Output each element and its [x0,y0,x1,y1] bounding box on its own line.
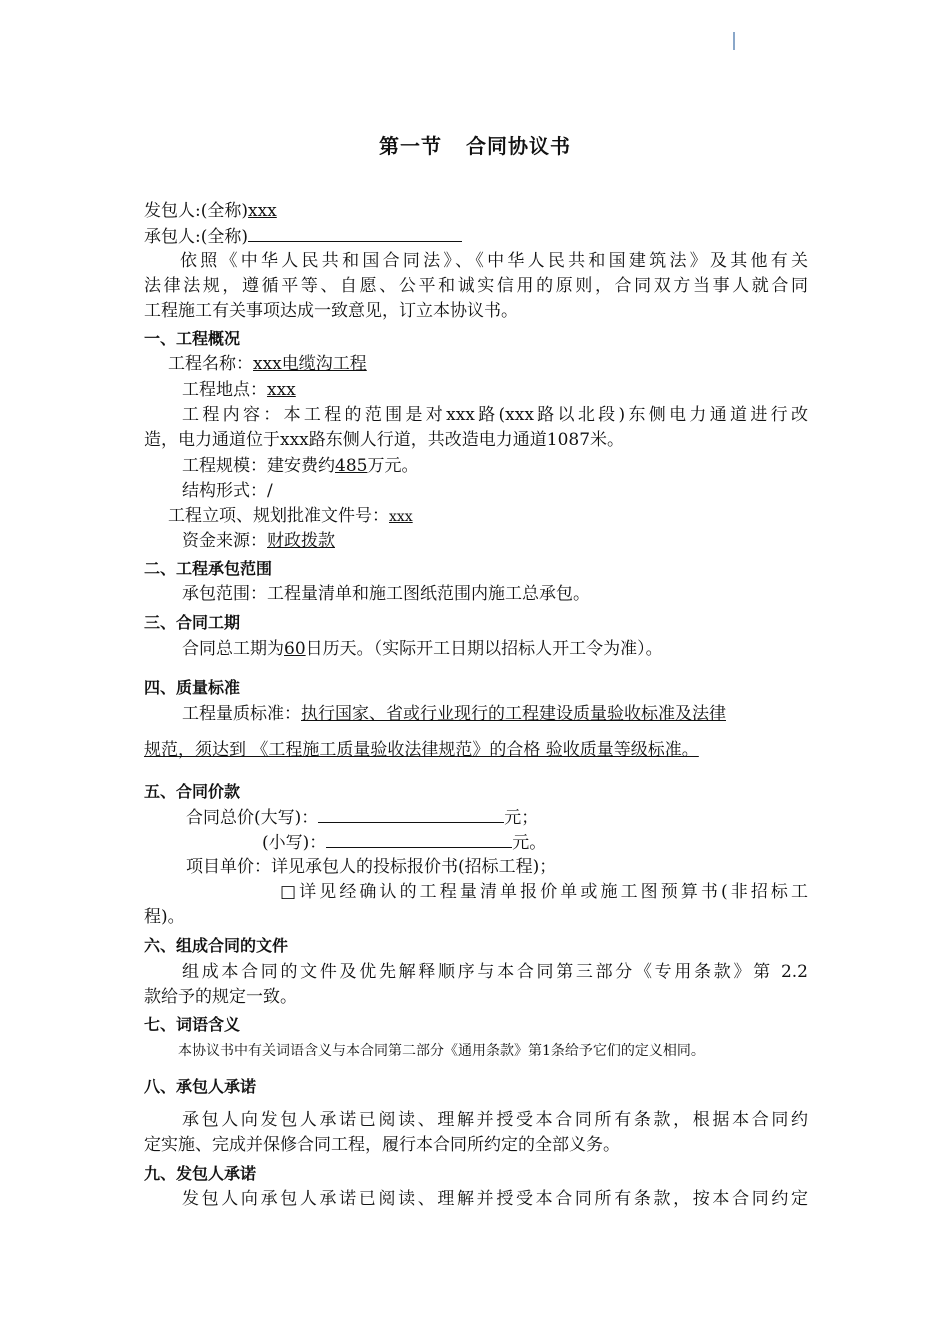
documents-line-2: 款给予的规定一致。 [144,987,297,1007]
contractor-blank [248,224,462,242]
period-text: 合同总工期为60日历天。（实际开工日期以招标人开工令为准）。 [182,639,663,659]
heading-quality: 四、质量标准 [144,678,241,697]
heading-terms: 七、词语含义 [144,1015,241,1034]
heading-employer-promise: 九、发包人承诺 [144,1164,257,1183]
employer-promise-1: 发包人向承包人承诺已阅读、理解并授受本合同所有条款，按本合同约定 [182,1189,808,1209]
intro-line-2: 法律法规，遵循平等、自愿、公平和诚实信用的原则，合同双方当事人就合同 [144,276,808,296]
intro-line-3: 工程施工有关事项达成一致意见，订立本协议书。 [144,301,518,321]
price-total-blank [318,805,504,823]
price-total: 合同总价(大写)： 元； [186,805,850,831]
terms-text: 本协议书中有关词语含义与本合同第二部分《通用条款》第1条给予它们的定义相同。 [178,1043,705,1059]
heading-documents: 六、组成合同的文件 [144,936,289,955]
scope-text: 承包范围：工程量清单和施工图纸范围内施工总承包。 [182,584,590,604]
employer-line: 发包人:(全称)xxx [144,201,277,221]
heading-period: 三、合同工期 [144,613,241,632]
contractor-line: 承包人:(全称) [144,224,808,250]
project-content-1: 工程内容：本工程的范围是对xxx路(xxx路以北段)东侧电力通道进行改 [182,405,808,425]
employer-name: xxx [248,201,277,221]
quality-line-2: 规范，须达到 《工程施工质量验收法律规范》的合格 验收质量等级标准。 [144,740,699,760]
project-structure: 结构形式：/ [182,481,273,501]
project-content-2: 造，电力通道位于xxx路东侧人行道，共改造电力通道1087米。 [144,430,625,450]
contractor-promise-2: 定实施、完成并保修合同工程，履行本合同所约定的全部义务。 [144,1135,620,1155]
price-figures-blank [326,830,512,848]
unit-price-alt-1: □详见经确认的工程量清单报价单或施工图预算书(非招标工 [280,882,808,902]
project-location: 工程地点：xxx [182,380,296,400]
heading-price: 五、合同价款 [144,782,241,801]
unit-price: 项目单价：详见承包人的投标报价书(招标工程)； [186,857,557,877]
heading-contractor-promise: 八、承包人承诺 [144,1077,257,1096]
contractor-promise-1: 承包人向发包人承诺已阅读、理解并授受本合同所有条款，根据本合同约 [182,1110,808,1130]
project-approval: 工程立项、规划批准文件号：xxx [168,506,413,526]
project-funding: 资金来源：财政拨款 [182,531,335,551]
price-figures: (小写)： 元。 [262,830,926,856]
documents-line-1: 组成本合同的文件及优先解释顺序与本合同第三部分《专用条款》第 2.2 [182,962,808,982]
intro-line-1: 依照《中华人民共和国合同法》、《中华人民共和国建筑法》及其他有关 [180,251,808,271]
text-cursor-mark [733,32,735,50]
project-scale: 工程规模：建安费约485万元。 [182,456,419,476]
project-name: 工程名称：xxx电缆沟工程 [168,354,367,374]
heading-overview: 一、工程概况 [144,329,241,348]
heading-scope: 二、工程承包范围 [144,559,273,578]
section-title: 第一节 合同协议书 [379,134,571,158]
unit-price-alt-2: 程)。 [144,907,185,927]
quality-line-1: 工程量质标准：执行国家、省或行业现行的工程建设质量验收标准及法律 [182,704,726,724]
